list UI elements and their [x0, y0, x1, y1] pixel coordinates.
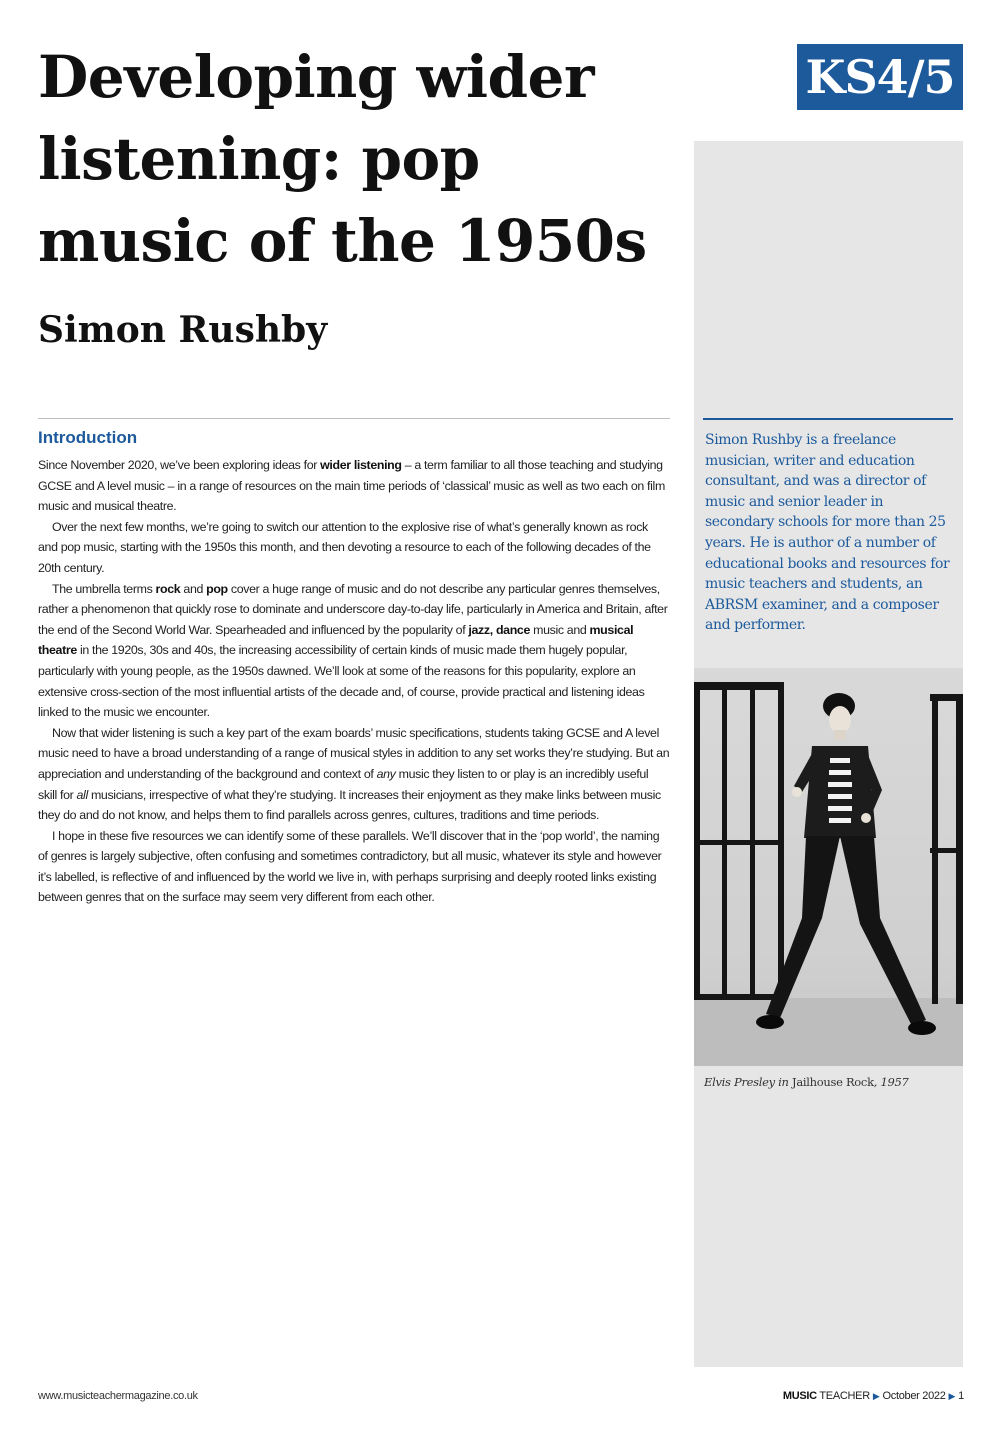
text-run: The umbrella terms	[52, 581, 156, 596]
text-run: Since November 2020, we’ve been exploring ideas for	[38, 458, 321, 472]
bold-term: musical theatre	[38, 622, 634, 658]
divider-main	[38, 418, 670, 419]
italic-term: any	[376, 766, 396, 781]
paragraph-5: I hope in these five resources we can identify some of these parallels. We’ll discover that in the ‘pop world’, the naming of genres is largely subjective, often confusing and sometimes contradictory, but all music, whatever its style and however it’s labelled, is reflective of and influenced by the world we live in, with perhaps surprising and deeply rooted links existing between genres that on the surface may seem very different from each other.	[38, 828, 662, 905]
bold-term: dance	[495, 622, 530, 637]
caption-film-title: Jailhouse Rock	[792, 1075, 874, 1089]
elvis-presley-photo	[694, 668, 963, 1066]
paragraph-3	[38, 579, 670, 723]
caption-text: , 1957	[873, 1075, 909, 1089]
triangle-right-icon: ▶	[948, 1391, 956, 1401]
bold-term: ,	[489, 622, 496, 637]
paragraph-2: Over the next few months, we’re going to switch our attention to the explosive rise of what’s generally known as rock and pop music, starting with the 1950s this month, and then devoting a resource to each of the following decades of the 20th century.	[38, 519, 651, 575]
italic-term: all	[76, 787, 88, 802]
paragraph-4	[38, 723, 670, 826]
article-author: Simon Rushby	[38, 309, 328, 351]
text-run: music and	[530, 622, 590, 637]
text-run: – a term familiar to all those teaching and studying GCSE and A level music – in a range of resources on the main time periods of ‘classical’ music as well as two each on film music and musical theatre.	[38, 458, 665, 514]
divider-sidebar	[703, 418, 953, 420]
bold-term: rock	[155, 581, 181, 596]
photo-illustration	[694, 668, 963, 1066]
page-number: 1	[958, 1390, 964, 1402]
footer-website-link[interactable]: www.musicteachermagazine.co.uk	[38, 1390, 198, 1402]
text-run: and	[180, 581, 207, 596]
bold-term: pop	[206, 581, 228, 596]
triangle-right-icon: ▶	[872, 1391, 880, 1401]
magazine-name-bold: MUSIC	[782, 1390, 817, 1402]
section-heading-introduction: Introduction	[38, 428, 138, 447]
text-run: Now that wider listening is such a key part of the exam boards’ music specifications, students taking GCSE and A level music need to have a broad understanding of a range of musical styles in addition to any set works they’re studying. But an appreciation and understanding of the background and context of	[38, 725, 670, 781]
text-run: cover a huge range of music and do not describe any particular genres themselves, rather a phenomenon that quickly rose to dominate and underscore day-to-day life, particularly in America and Britain, after the end of the Second World War. Spearheaded and influenced by the popularity of	[38, 581, 668, 637]
text-run: in the 1920s, 30s and 40s, the increasing accessibility of certain kinds of music made them hugely popular, particularly with young people, as the 1950s dawned. We’ll look at some of the reasons for this popularity, explore an extensive cross-section of the most influential artists of the decade and, of course, provide practical and listening ideas linked to the music we encounter.	[38, 643, 645, 720]
bold-term: jazz	[468, 622, 490, 637]
issue-date: October 2022	[882, 1390, 946, 1402]
text-run: music they listen to or play is an incredibly useful skill for	[38, 766, 649, 802]
caption-text: Elvis Presley in	[704, 1075, 793, 1089]
bold-term: wider listening	[320, 458, 402, 472]
text-run: musicians, irrespective of what they’re studying. It increases their enjoyment as they make links between music they do and do not know, and helps them to find parallels across genres, cultures, traditions and time periods.	[38, 787, 661, 823]
article-body	[38, 455, 670, 908]
footer-issue-info	[783, 1388, 964, 1404]
photo-caption	[704, 1074, 909, 1090]
article-title: Developing wider listening: pop music of the 1950s	[38, 43, 647, 275]
key-stage-badge: KS4/5	[797, 44, 963, 110]
magazine-name-rest: TEACHER	[816, 1390, 870, 1402]
author-bio: Simon Rushby is a freelance musician, writer and education consultant, and was a director of music and senior leader in secondary schools for more than 25 years. He is author of a number of educational books and resources for music teachers and students, an ABRSM examiner, and a composer and performer.	[705, 432, 950, 634]
paragraph-1	[38, 455, 670, 517]
